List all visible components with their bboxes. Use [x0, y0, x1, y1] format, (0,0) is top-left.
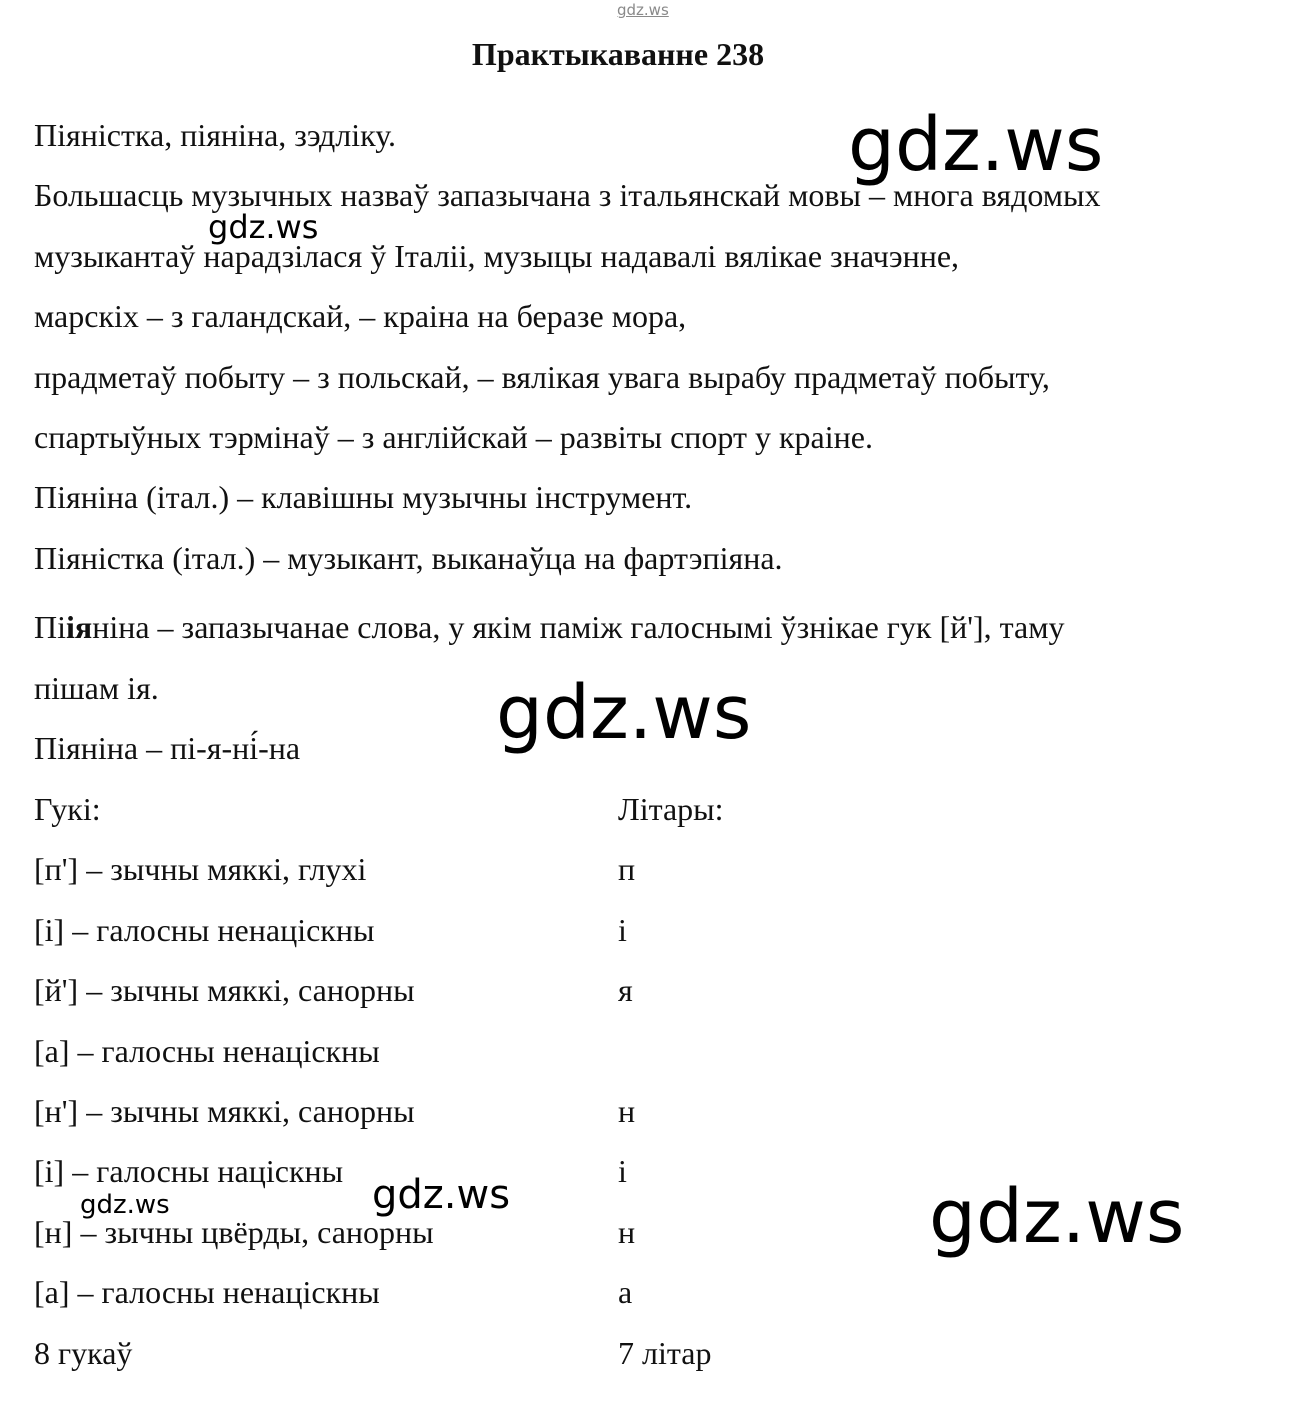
- page-title: Практыкаванне 238: [471, 36, 765, 72]
- rule-rest: ніна – запазычанае слова, у якім паміж галоснымі ўзнікае гук [й'], таму: [92, 609, 1065, 645]
- total-sounds: 8 гукаў: [34, 1335, 133, 1371]
- watermark: gdz.ws: [80, 1190, 170, 1220]
- rule-prefix: Пі: [34, 609, 66, 645]
- text-line: Піяністка (італ.) – музыкант, выканаўца на фартэпіяна.: [34, 540, 783, 576]
- watermark: gdz.ws: [208, 208, 319, 246]
- watermark: gdz.ws: [929, 1174, 1185, 1260]
- syllables-line: Піяніна – пі-я-ні́-на: [34, 730, 301, 766]
- text-line: спартыўных тэрмінаў – з англійскай – развіты спорт у краіне.: [34, 419, 873, 455]
- letter-cell: і: [618, 1153, 627, 1189]
- letter-cell: н: [618, 1093, 636, 1129]
- text-line: Піяністка, піяніна, зэдліку.: [34, 117, 397, 153]
- watermark: gdz.ws: [372, 1172, 511, 1218]
- letters-header: Літары:: [618, 791, 724, 827]
- sound-row: [п'] – зычны мяккі, глухі: [34, 851, 367, 887]
- sound-row: [а] – галосны ненаціскны: [34, 1274, 380, 1310]
- sound-row: [н] – зычны цвёрды, санорны: [34, 1214, 434, 1250]
- letter-cell: а: [618, 1274, 633, 1310]
- sound-row: [і] – галосны ненаціскны: [34, 912, 375, 948]
- watermark-top: gdz.ws: [617, 1, 669, 19]
- watermark: gdz.ws: [848, 102, 1104, 188]
- letter-cell: і: [618, 912, 627, 948]
- letter-cell: н: [618, 1214, 636, 1250]
- text-line: марскіх – з галандскай, – краіна на беразе мора,: [34, 298, 687, 334]
- sounds-header: Гукі:: [34, 791, 101, 827]
- rule-bold-letters: ія: [66, 609, 93, 645]
- sound-row: [і] – галосны націскны: [34, 1153, 344, 1189]
- watermark: gdz.ws: [496, 670, 752, 756]
- rule-line: [34, 611, 1064, 643]
- text-line: прадметаў побыту – з польскай, – вялікая увага вырабу прадметаў побыту,: [34, 359, 1050, 395]
- sound-row: [й'] – зычны мяккі, санорны: [34, 972, 415, 1008]
- total-letters: 7 літар: [618, 1335, 712, 1371]
- text-line: Большасць музычных назваў запазычана з італьянскай мовы – многа вядомых: [34, 177, 1101, 213]
- sound-row: [н'] – зычны мяккі, санорны: [34, 1093, 415, 1129]
- sound-row: [а] – галосны ненаціскны: [34, 1033, 380, 1069]
- text-line: музыкантаў нарадзілася ў Італіі, музыцы надавалі вялікае значэнне,: [34, 238, 960, 274]
- rule-line-2: пішам ія.: [34, 670, 159, 706]
- letter-cell: я: [618, 972, 633, 1008]
- text-line: Піяніна (італ.) – клавішны музычны інструмент.: [34, 479, 693, 515]
- letter-cell: п: [618, 851, 636, 887]
